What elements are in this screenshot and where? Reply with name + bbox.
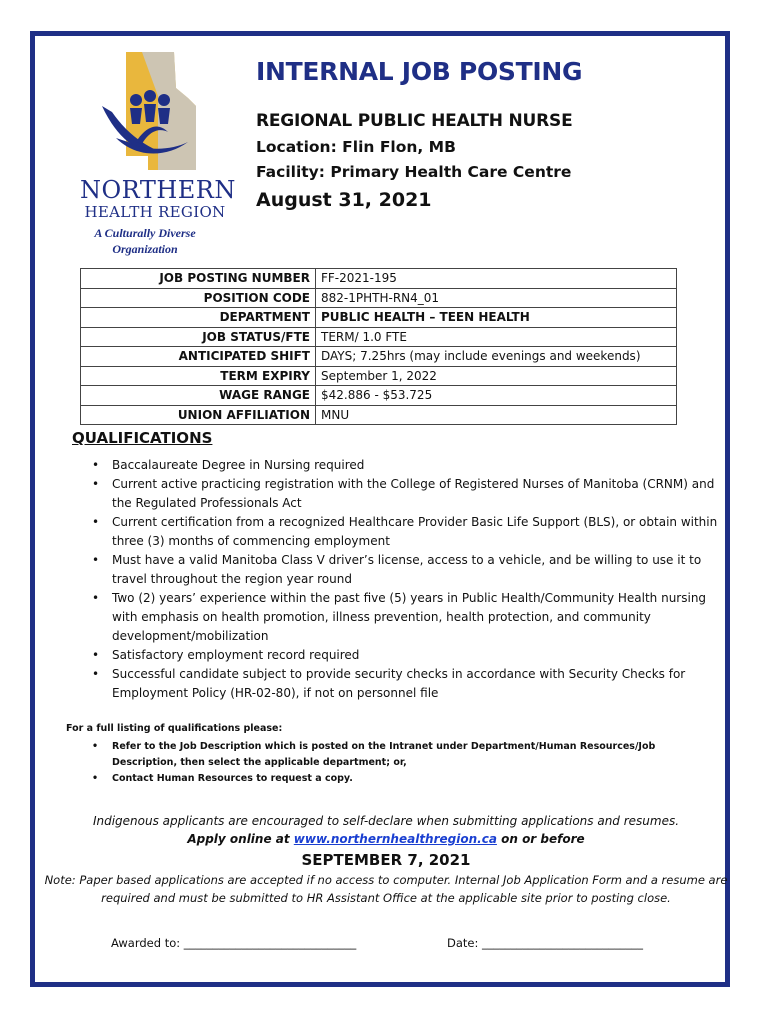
detail-label: UNION AFFILIATION [81, 405, 316, 425]
table-row [81, 405, 677, 425]
paper-note-line-1: Note: Paper based applications are accepted if no access to computer. Internal Job Application Form and a resume are [44, 873, 728, 887]
table-row [81, 347, 677, 367]
date-field: Date: ____________________________ [447, 936, 644, 950]
table-row [81, 288, 677, 308]
table-row [81, 327, 677, 347]
indigenous-statement: Indigenous applicants are encouraged to self-declare when submitting applications and resumes. [92, 814, 680, 828]
tagline-line-1: A Culturally Diverse [94, 226, 196, 240]
table-row [81, 366, 677, 386]
detail-value: 882-1PHTH-RN4_01 [316, 288, 677, 308]
position-title: REGIONAL PUBLIC HEALTH NURSE [256, 111, 573, 131]
detail-label: TERM EXPIRY [81, 366, 316, 386]
detail-label: ANTICIPATED SHIFT [81, 347, 316, 367]
apply-suffix: on or before [496, 832, 585, 846]
table-row [81, 269, 677, 289]
detail-label: JOB STATUS/FTE [81, 327, 316, 347]
table-row [81, 308, 677, 328]
list-item: • Current certification from a recognized Healthcare Provider Basic Life Support (BLS), or obtain within three (3) months of commencing employment [92, 513, 718, 551]
list-item: • Satisfactory employment record required [92, 646, 718, 665]
apply-link[interactable]: www.northernhealthregion.ca [293, 832, 497, 846]
detail-label: DEPARTMENT [81, 308, 316, 328]
detail-value: TERM/ 1.0 FTE [316, 327, 677, 347]
location-text: Location: Flin Flon, MB [256, 138, 456, 156]
apply-online-line [36, 832, 736, 846]
logo-name-northern: NORTHERN [80, 176, 236, 204]
full-listing-list [92, 739, 722, 787]
detail-value: FF-2021-195 [316, 269, 677, 289]
detail-value: $42.886 - $53.725 [316, 386, 677, 406]
list-item: • Successful candidate subject to provide security checks in accordance with Security Checks for Employment Policy (HR-02-80), if not on personnel file [92, 665, 718, 703]
awarded-to-field: Awarded to: ______________________________ [111, 936, 357, 950]
list-item: • Current active practicing registration with the College of Registered Nurses of Manitoba (CRNM) and the Regulated Professionals Act [92, 475, 718, 513]
detail-label: POSITION CODE [81, 288, 316, 308]
table-row [81, 386, 677, 406]
page-title: INTERNAL JOB POSTING [256, 57, 583, 86]
qualifications-list [92, 456, 718, 703]
job-details-table [80, 268, 677, 425]
detail-label: JOB POSTING NUMBER [81, 269, 316, 289]
apply-prefix: Apply online at [187, 832, 294, 846]
closing-date: SEPTEMBER 7, 2021 [301, 851, 471, 869]
list-item: • Two (2) years’ experience within the past five (5) years in Public Health/Community Health nursing with emphasis on health promotion, illness prevention, health protection, and community development/mobilization [92, 589, 718, 646]
list-item: • Refer to the Job Description which is posted on the Intranet under Department/Human Resources/Job Description, then select the applicable department; or, [92, 739, 722, 771]
facility-text: Facility: Primary Health Care Centre [256, 163, 572, 181]
detail-value: DAYS; 7.25hrs (may include evenings and weekends) [316, 347, 677, 367]
list-item: • Baccalaureate Degree in Nursing required [92, 456, 718, 475]
detail-value: MNU [316, 405, 677, 425]
detail-value: September 1, 2022 [316, 366, 677, 386]
tagline-line-2: Organization [112, 242, 178, 256]
paper-note-line-2: required and must be submitted to HR Assistant Office at the applicable site prior to posting close. [101, 891, 671, 905]
manitoba-emblem-icon [96, 46, 208, 176]
full-listing-heading: For a full listing of qualifications please: [66, 723, 283, 734]
detail-value: PUBLIC HEALTH – TEEN HEALTH [316, 308, 677, 328]
logo-tagline [60, 225, 230, 257]
posting-date: August 31, 2021 [256, 189, 432, 211]
qualifications-heading: QUALIFICATIONS [72, 429, 213, 447]
list-item: • Contact Human Resources to request a copy. [92, 771, 722, 787]
list-item: • Must have a valid Manitoba Class V driver’s license, access to a vehicle, and be willing to use it to travel throughout the region year round [92, 551, 718, 589]
logo-name-health-region: HEALTH REGION [84, 203, 226, 221]
detail-label: WAGE RANGE [81, 386, 316, 406]
